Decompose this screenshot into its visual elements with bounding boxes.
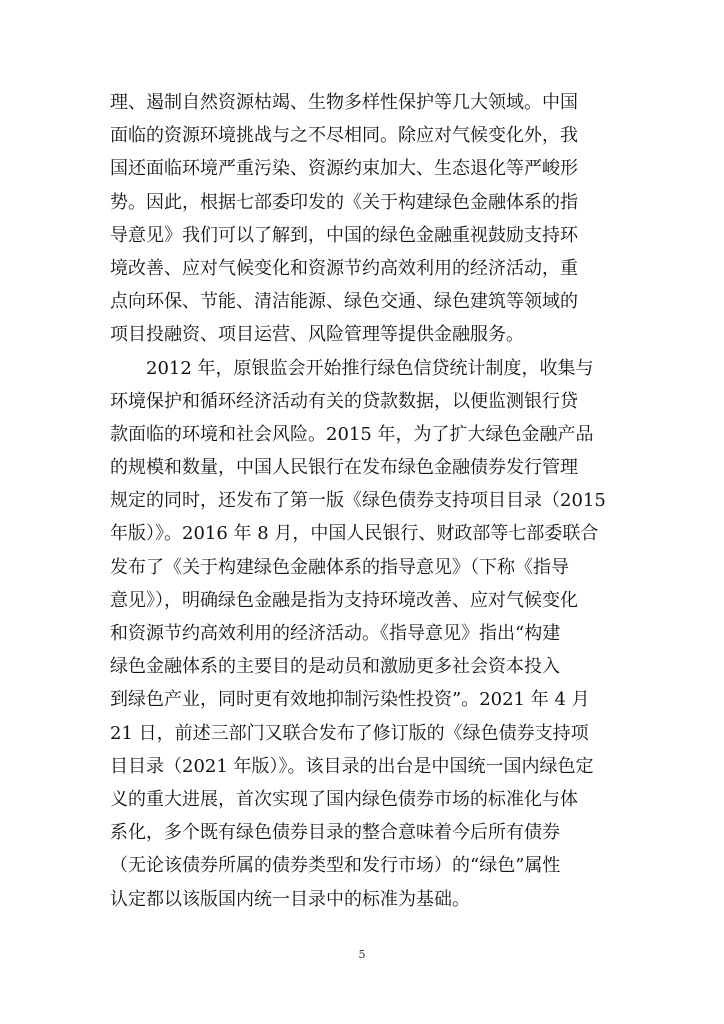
text-line: 21 日，前述三部门又联合发布了修订版的《绿色债券支持项: [110, 722, 589, 744]
text-line: 规定的同时，还发布了第一版《绿色债券支持项目目录（2015: [110, 490, 606, 512]
text-line: 导意见》我们可以了解到，中国的绿色金融重视鼓励支持环: [110, 224, 578, 246]
text-line: 义的重大进展，首次实现了国内绿色债券市场的标准化与体: [110, 788, 578, 810]
page-number: 5: [358, 948, 366, 961]
text-line: 项目投融资、项目运营、风险管理等提供金融服务。: [110, 324, 524, 346]
text-line: 境改善、应对气候变化和资源节约高效利用的经济活动，重: [110, 257, 578, 279]
text-line: 年版）》。2016 年 8 月，中国人民银行、财政部等七部委联合: [110, 523, 599, 545]
text-line: 到绿色产业，同时更有效地抑制污染性投资”。2021 年 4 月: [110, 689, 590, 711]
text-line: 认定都以该版国内统一目录中的标准为基础。: [110, 888, 470, 910]
text-line: 意见》），明确绿色金融是指为支持环境改善、应对气候变化: [110, 589, 578, 611]
text-line: 环境保护和循环经济活动有关的贷款数据，以便监测银行贷: [110, 390, 578, 412]
text-line: 的规模和数量，中国人民银行在发布绿色金融债券发行管理: [110, 457, 578, 479]
text-line: 势。因此，根据七部委印发的《关于构建绿色金融体系的指: [110, 191, 578, 213]
text-line: 系化，多个既有绿色债券目录的整合意味着今后所有债券: [110, 822, 560, 844]
text-line: 点向环保、节能、清洁能源、绿色交通、绿色建筑等领域的: [110, 291, 578, 313]
text-line: （无论该债券所属的债券类型和发行市场）的“绿色”属性: [110, 855, 561, 877]
text-line: 理、遏制自然资源枯竭、生物多样性保护等几大领域。中国: [110, 92, 578, 113]
text-line: 面临的资源环境挑战与之不尽相同。除应对气候变化外，我: [110, 125, 578, 147]
paragraph-start-line: 2012 年，原银监会开始推行绿色信贷统计制度，收集与: [146, 357, 594, 379]
text-line: 款面临的环境和社会风险。2015 年，为了扩大绿色金融产品: [110, 423, 594, 445]
text-line: 国还面临环境严重污染、资源约束加大、生态退化等严峻形: [110, 158, 578, 180]
text-line: 绿色金融体系的主要目的是动员和激励更多社会资本投入: [110, 656, 560, 678]
text-line: 发布了《关于构建绿色金融体系的指导意见》（下称《指导: [110, 556, 569, 578]
text-line: 和资源节约高效利用的经济活动。《指导意见》指出“构建: [110, 623, 561, 644]
body-text: [110, 86, 622, 916]
text-line: 目目录（2021 年版）》。该目录的出台是中国统一国内绿色定: [110, 755, 594, 777]
